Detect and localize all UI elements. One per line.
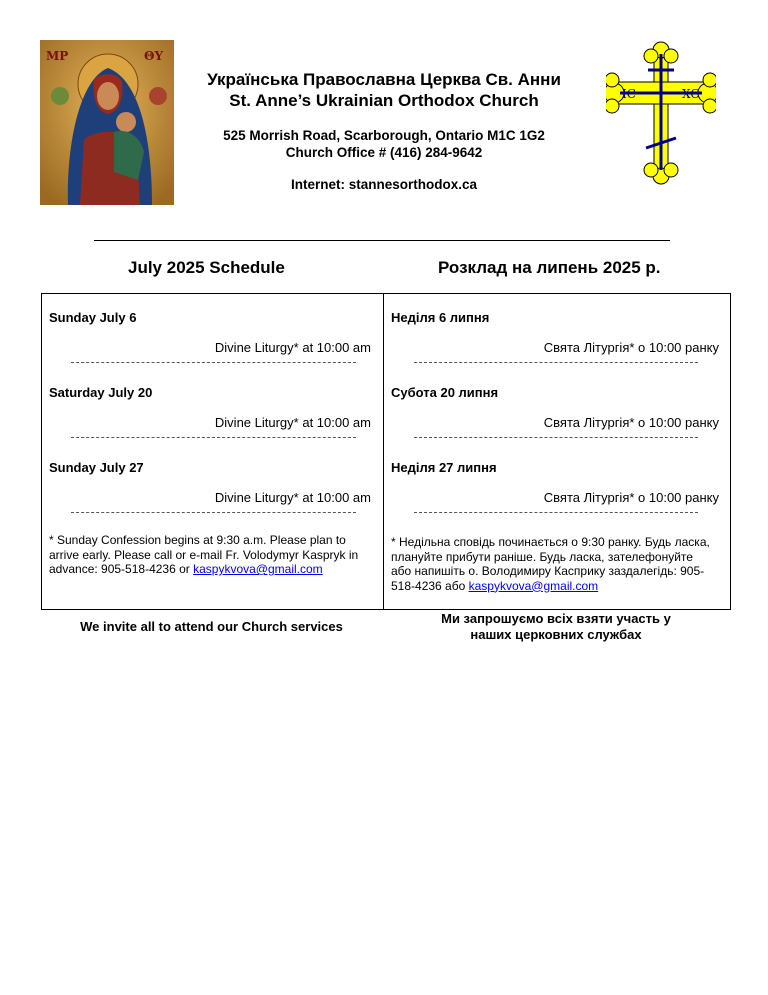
church-website: Internet: stannesorthodox.ca <box>290 177 478 192</box>
entry-separator <box>71 512 356 513</box>
entry-separator <box>414 512 698 513</box>
schedule-title-english: July 2025 Schedule <box>128 258 285 277</box>
schedule-day: Субота 20 липня <box>391 385 499 400</box>
invitation-english: We invite all to attend our Church services <box>80 619 343 634</box>
church-address: 525 Morrish Road, Scarborough, Ontario M1C 1G2 <box>223 128 545 143</box>
schedule-title-ukrainian: Розклад на липень 2025 р. <box>438 258 661 277</box>
cross-letters-ic: IC <box>622 87 636 101</box>
cross-letters-xc: XC <box>682 87 700 101</box>
schedule-service: Divine Liturgy* at 10:00 am <box>214 415 371 430</box>
invitation-line: наших церковних службах <box>470 627 642 642</box>
church-office-phone: Church Office # (416) 284-9642 <box>285 145 483 160</box>
invitation-ukrainian <box>410 611 702 643</box>
church-name-ukrainian: Українська Православна Церква Св. Анни <box>207 70 561 89</box>
confession-note-ukrainian <box>391 535 716 593</box>
icon-letters-theta: ΘΥ <box>144 49 164 63</box>
schedule-day: Неділя 6 липня <box>391 310 490 325</box>
schedule-service: Divine Liturgy* at 10:00 am <box>214 490 371 505</box>
schedule-day: Неділя 27 липня <box>391 460 497 475</box>
schedule-table <box>41 293 731 610</box>
schedule-service: Свята Літургія* о 10:00 ранку <box>543 415 719 430</box>
schedule-column-ukrainian <box>384 294 730 609</box>
icon-letters-mp: МР <box>46 49 69 63</box>
schedule-service: Свята Літургія* о 10:00 ранку <box>543 340 719 355</box>
email-link[interactable]: kaspykvova@gmail.com <box>193 562 323 576</box>
confession-note-english <box>49 533 374 577</box>
entry-separator <box>71 362 356 363</box>
entry-separator <box>414 437 698 438</box>
schedule-service: Divine Liturgy* at 10:00 am <box>214 340 371 355</box>
schedule-service: Свята Літургія* о 10:00 ранку <box>543 490 719 505</box>
email-link[interactable]: kaspykvova@gmail.com <box>468 578 599 593</box>
orthodox-cross-icon <box>606 40 716 185</box>
entry-separator <box>414 362 698 363</box>
note-text: * Недільна сповідь починається о 9:30 ранку. Будь ласка, плануйте прибути раніше. Будь ласка, зателефонуйте або напишіть о. Володимиру Касприку заздалегідь: 905-518-4236 або <box>391 535 710 593</box>
entry-separator <box>71 437 356 438</box>
schedule-column-english <box>42 294 383 609</box>
church-name-english: St. Anne’s Ukrainian Orthodox Church <box>229 91 539 110</box>
schedule-day: Saturday July 20 <box>49 385 153 400</box>
schedule-day: Sunday July 6 <box>49 310 137 325</box>
invitation-line: Ми запрошуємо всіх взяти участь у <box>441 611 671 626</box>
header-divider <box>94 240 670 241</box>
note-text: * Sunday Confession begins at 9:30 a.m. Please plan to arrive early. Please call or e-mail Fr. Volodymyr Kaspryk in advance: 905-518-4236 or <box>49 533 359 576</box>
schedule-day: Sunday July 27 <box>49 460 144 475</box>
